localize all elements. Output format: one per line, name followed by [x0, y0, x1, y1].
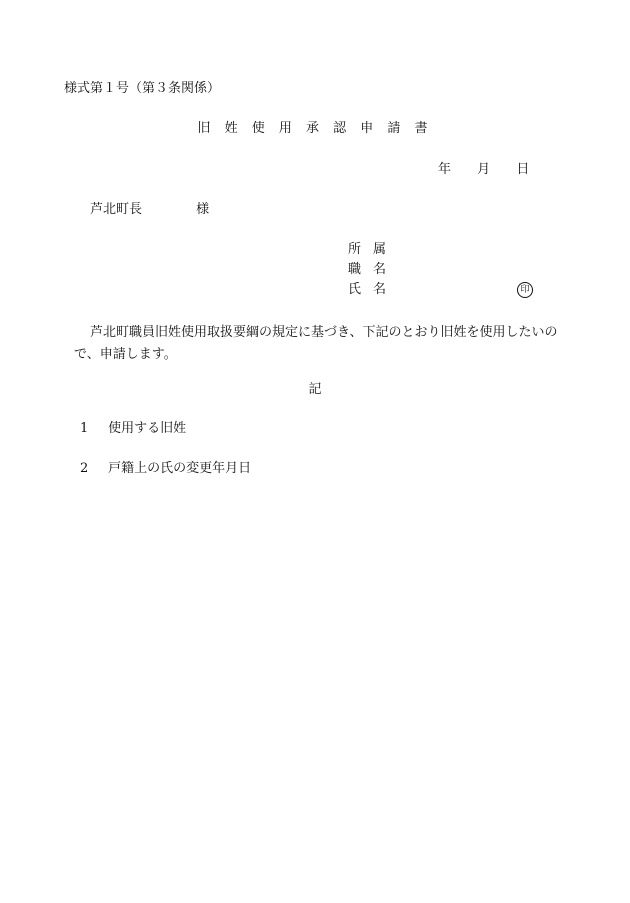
field-name-label: 氏名 — [348, 282, 399, 297]
field-title-label: 職名 — [348, 262, 399, 277]
addressee-honorific: 様 — [196, 202, 210, 217]
seal-mark: 印 — [517, 282, 533, 298]
date-year-label: 年 — [438, 162, 452, 177]
addressee — [90, 203, 209, 216]
list-item — [80, 422, 186, 435]
field-affiliation-label: 所属 — [348, 242, 399, 257]
date-day-label: 日 — [516, 162, 530, 177]
date-month-label: 月 — [477, 162, 491, 177]
body-paragraph: 芦北町職員旧姓使用取扱要綱の規定に基づき、下記のとおり旧姓を使用したいので、申請します。 — [74, 325, 558, 362]
form-number: 様式第１号（第３条関係） — [64, 81, 221, 96]
item-number: 1 — [80, 421, 89, 436]
item-text: 戸籍上の氏の変更年月日 — [108, 461, 252, 476]
item-number: 2 — [80, 461, 89, 476]
item-text: 使用する旧姓 — [108, 421, 187, 436]
date-row — [438, 163, 529, 176]
list-item — [80, 462, 251, 475]
document-title: 旧 姓 使 用 承 認 申 請 書 — [197, 121, 433, 136]
ki-heading: 記 — [308, 382, 322, 397]
addressee-name: 芦北町長 — [90, 202, 143, 217]
